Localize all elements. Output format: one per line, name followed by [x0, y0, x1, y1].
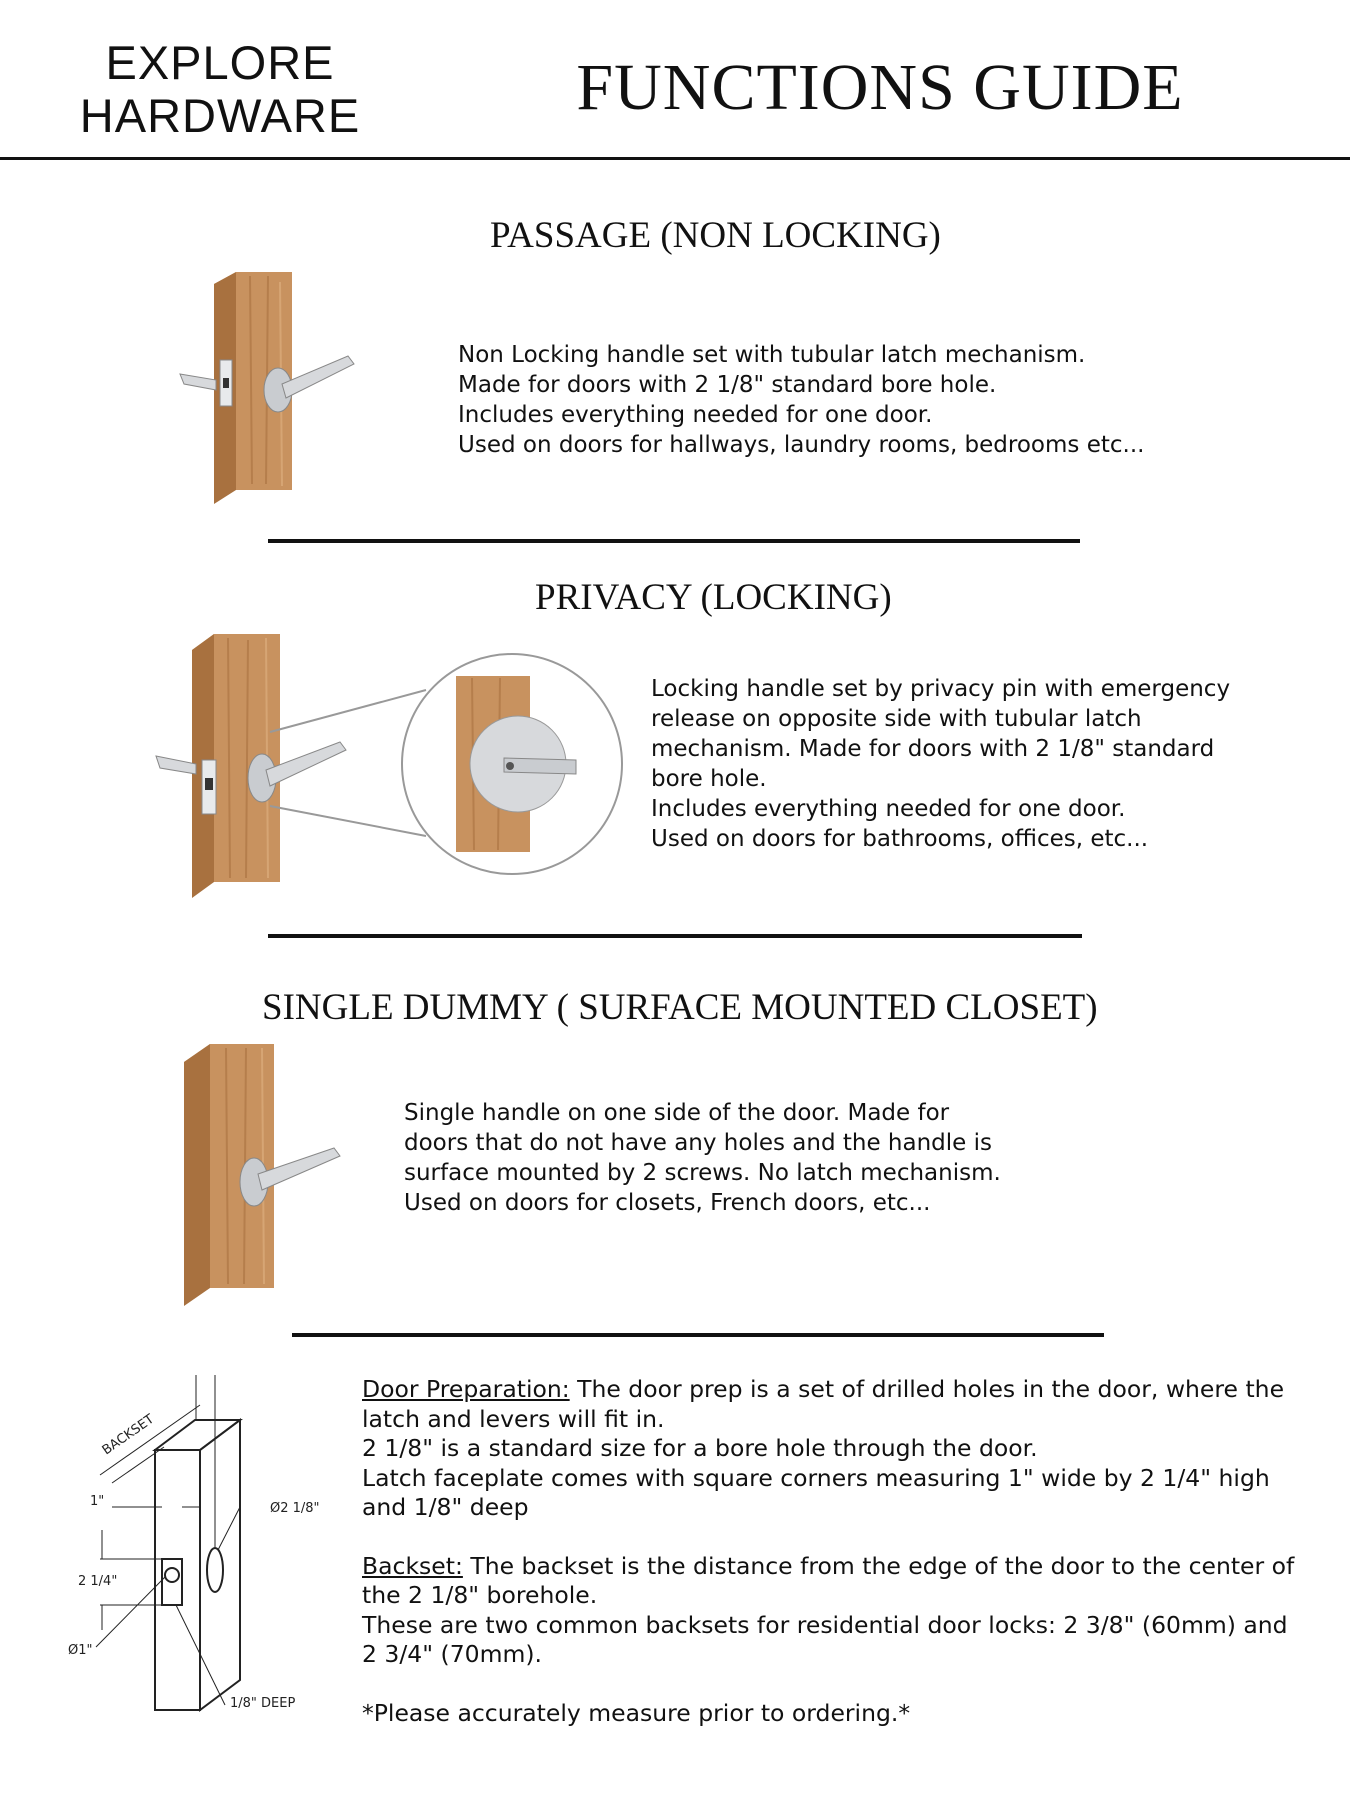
door-prep-faceplate: Latch faceplate comes with square corners measuring 1" wide by 2 1/4" high and 1/8" deep: [362, 1463, 1270, 1521]
door-prep-bore-size: 2 1/8" is a standard size for a bore hole through the door.: [362, 1434, 1038, 1462]
diagram-height-label: 2 1/4": [78, 1574, 118, 1589]
diagram-bore-label: Ø2 1/8": [270, 1501, 320, 1516]
door-prep-heading: Door Preparation:: [362, 1375, 570, 1403]
diagram-backset-label: BACKSET: [99, 1411, 158, 1459]
privacy-door-illustration: [150, 628, 630, 908]
single-dummy-line-4: Used on doors for closets, French doors, etc...: [404, 1190, 931, 1216]
passage-door-illustration: [170, 262, 370, 512]
privacy-description: [651, 674, 1230, 854]
privacy-line-2: release on opposite side with tubular latch: [651, 706, 1142, 732]
privacy-line-6: Used on doors for bathrooms, offices, etc...: [651, 826, 1149, 852]
privacy-line-1: Locking handle set by privacy pin with emergency: [651, 676, 1231, 702]
backset-common-sizes: These are two common backsets for residential door locks: 2 3/8" (60mm) and 2 3/4" (70mm).: [362, 1610, 1288, 1668]
section-title-privacy: PRIVACY (LOCKING): [535, 577, 892, 618]
passage-line-1: Non Locking handle set with tubular latch mechanism.: [458, 342, 1086, 368]
privacy-line-3: mechanism. Made for doors with 2 1/8" standard: [651, 736, 1215, 762]
brand-logo: [70, 36, 370, 142]
backset-text: The backset is the distance from the edge of the door to the center of the 2 1/8" borehole.: [362, 1551, 1295, 1609]
measure-note: *Please accurately measure prior to ordering.*: [362, 1698, 911, 1727]
passage-line-2: Made for doors with 2 1/8" standard bore hole.: [458, 372, 997, 398]
backset-paragraph: [362, 1552, 1302, 1611]
brand-line-1: EXPLORE: [105, 36, 335, 89]
page-title: FUNCTIONS GUIDE: [576, 51, 1184, 124]
single-dummy-description: [404, 1098, 1001, 1218]
single-dummy-door-illustration: [170, 1036, 350, 1316]
section-title-passage: PASSAGE (NON LOCKING): [490, 215, 941, 256]
spacer: [362, 1523, 1302, 1552]
section-divider-1: [268, 539, 1080, 543]
backset-heading: Backset:: [362, 1551, 463, 1580]
passage-line-4: Used on doors for hallways, laundry rooms, bedrooms etc...: [458, 432, 1145, 458]
passage-line-3: Includes everything needed for one door.: [458, 402, 933, 428]
diagram-deep-label: 1/8" DEEP: [230, 1696, 296, 1711]
section-divider-3: [292, 1333, 1104, 1337]
single-dummy-line-2: doors that do not have any holes and the handle is: [404, 1130, 993, 1156]
door-prep-paragraph: [362, 1375, 1302, 1434]
diagram-width-label: 1": [90, 1494, 105, 1509]
privacy-line-4: bore hole.: [651, 766, 767, 792]
spacer: [362, 1670, 1302, 1699]
door-prep-text: The door prep is a set of drilled holes in the door, where the latch and levers will fit in.: [362, 1375, 1285, 1433]
door-prep-info: [362, 1375, 1302, 1728]
diagram-latch-label: Ø1": [68, 1643, 93, 1658]
brand-line-2: HARDWARE: [79, 89, 361, 142]
passage-description: [458, 340, 1144, 460]
single-dummy-line-1: Single handle on one side of the door. Made for: [404, 1100, 950, 1126]
section-title-single-dummy: SINGLE DUMMY ( SURFACE MOUNTED CLOSET): [262, 987, 1098, 1028]
door-prep-diagram: [50, 1375, 350, 1725]
section-divider-2: [268, 934, 1082, 938]
single-dummy-line-3: surface mounted by 2 screws. No latch mechanism.: [404, 1160, 1001, 1186]
header-divider: [0, 157, 1350, 160]
privacy-line-5: Includes everything needed for one door.: [651, 796, 1126, 822]
